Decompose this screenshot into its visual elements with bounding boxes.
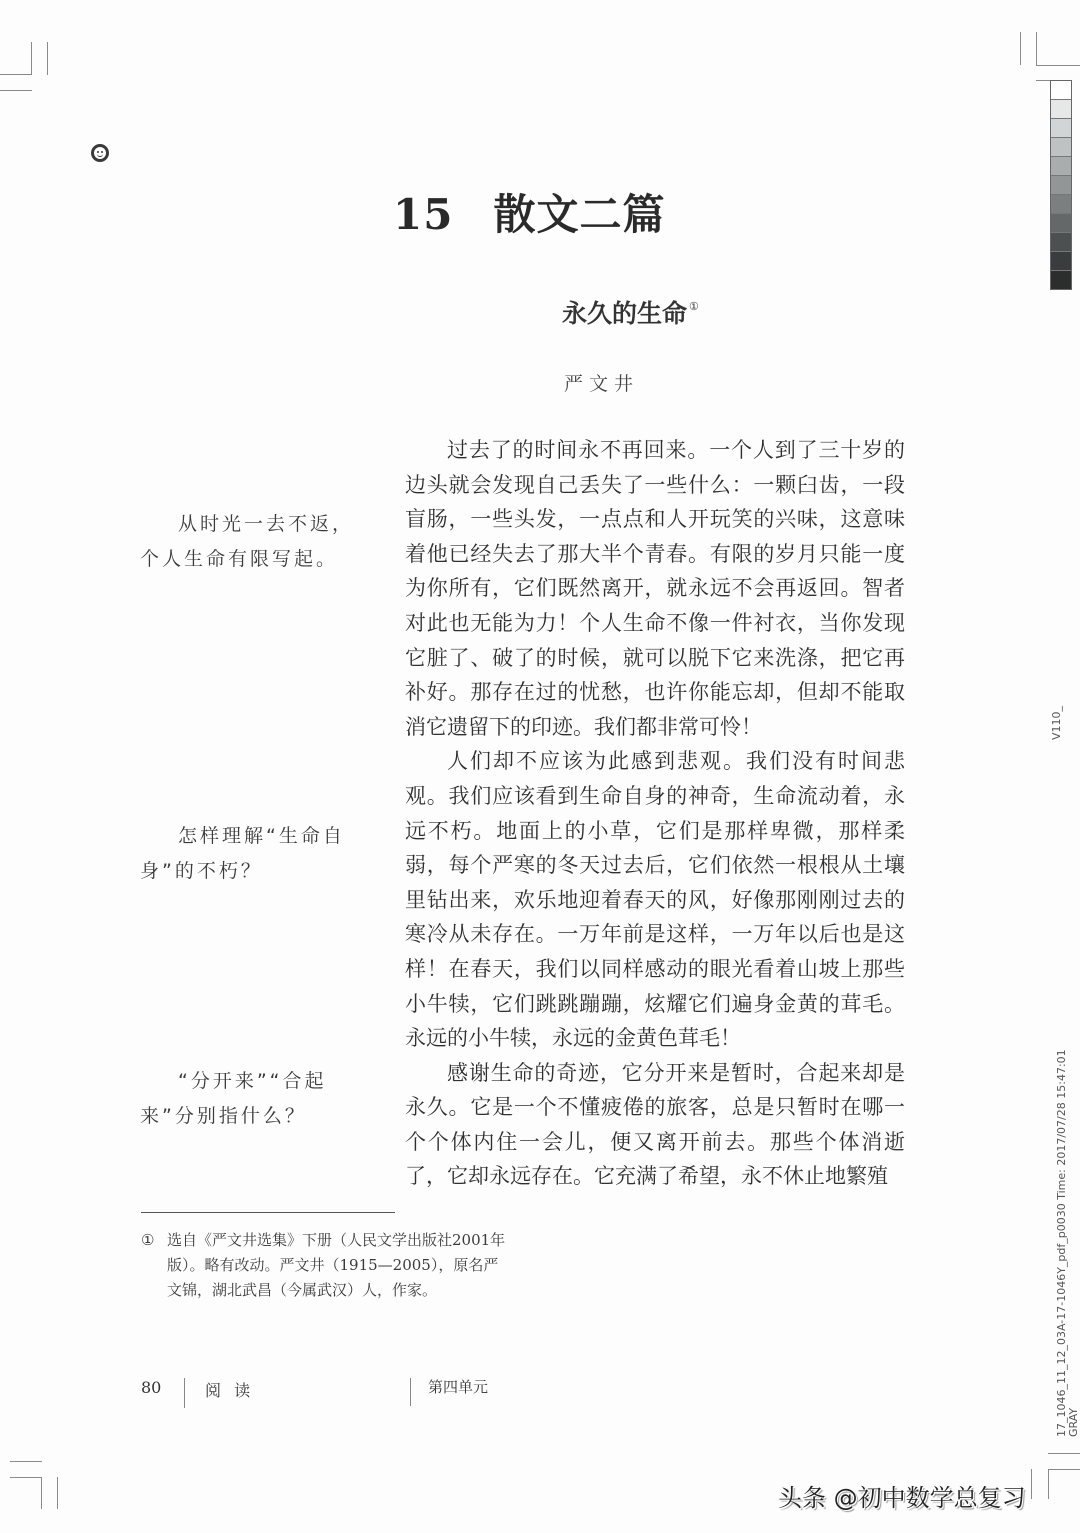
footer-divider (184, 1378, 185, 1408)
page-number: 80 (141, 1378, 162, 1397)
crop-mark-top-left-v2 (47, 42, 48, 75)
section-label: 阅 读 (205, 1381, 255, 1400)
gray-swatch (1051, 252, 1071, 271)
footer-divider (410, 1378, 411, 1406)
essay-title-text: 永久的生命 (562, 299, 688, 328)
crop-mark-bottom-left-h (10, 1461, 42, 1462)
gray-swatch (1051, 176, 1071, 195)
gray-swatch (1051, 119, 1071, 138)
crop-mark-top-left-h2 (0, 90, 32, 91)
paragraph: 人们却不应该为此感到悲观。我们没有时间悲观。我们应该看到生命自身的神奇，生命流动着，永远不朽。地面上的小草，它们是那样卑微，那样柔弱，每个严寒的冬天过去后，它们依然一根根从土壤里钻出来，欢乐地迎着春天的风，好像那刚刚过去的寒冷从未存在。一万年前是这样，一万年以后也是这样！在春天，我们以同样感动的眼光看着山坡上那些小牛犊，它们跳跳蹦蹦，炫耀它们遍身金黄的茸毛。永远的小牛犊，永远的金黄色茸毛！ (405, 749, 905, 1051)
crop-mark-top-right-v2 (1036, 32, 1037, 65)
crop-mark-bottom-left-v2 (57, 1477, 58, 1509)
gray-scale-strip (1050, 80, 1072, 290)
gray-swatch (1051, 233, 1071, 252)
crop-mark-top-left-h (0, 74, 32, 75)
footnote-text: 选自《严文井选集》下册（人民文学出版社2001年版）。略有改动。严文井（1915—2005），原名严文锦，湖北武昌（今属武汉）人，作家。 (167, 1231, 506, 1299)
crop-mark-bottom-right-v2 (1048, 1469, 1049, 1499)
gray-swatch (1051, 81, 1071, 100)
margin-note: “分开来”“合起来”分别指什么？ (140, 1070, 327, 1127)
crop-mark-top-right-h (1036, 65, 1080, 66)
gray-swatch (1051, 100, 1071, 119)
lesson-title-text: 散文二篇 (493, 190, 666, 239)
gray-swatch (1051, 195, 1071, 214)
footnote-divider (141, 1212, 395, 1213)
footnote (141, 1228, 511, 1303)
footnote-mark: ① (141, 1231, 155, 1249)
crop-mark-top-left-v (31, 42, 32, 75)
crop-mark-bottom-right-v (1031, 1469, 1032, 1499)
margin-note: 怎样理解“生命自身”的不朽？ (140, 825, 345, 882)
lesson-number: 15 (393, 190, 454, 239)
paragraph: 感谢生命的奇迹，它分开来是暂时，合起来却是永久。它是一个不懂疲倦的旅客，总是只暂时在哪一个个体内住一会儿，便又离开前去。那些个体消逝了，它却永远存在。它充满了希望，永不休止地繁殖 (405, 1060, 905, 1189)
crop-mark-bottom-left-h2 (10, 1477, 42, 1478)
gray-swatch (1051, 214, 1071, 233)
color-mode-label: GRAY (1067, 1407, 1080, 1437)
footnote-reference[interactable]: ① (689, 300, 699, 313)
unit-label: 第四单元 (428, 1378, 489, 1396)
crop-mark-bottom-right-h2 (1048, 1469, 1080, 1470)
essay-title (562, 294, 699, 330)
author-name: 严文井 (564, 373, 640, 395)
print-info: 17_1046_11_12_03A-17-1046Y_pdf_p0030 Time: 2017/07/28 15:47:01 (1055, 1049, 1068, 1437)
margin-note: 从时光一去不返，个人生命有限写起。 (140, 513, 355, 570)
essay-body (405, 433, 905, 1194)
gray-swatch (1051, 271, 1071, 289)
smiley-icon (91, 144, 109, 162)
gray-swatch (1051, 138, 1071, 157)
version-label: V110_ (1050, 705, 1063, 740)
lesson-title (393, 182, 665, 242)
crop-mark-bottom-right-h (1048, 1453, 1080, 1454)
gray-swatch (1051, 157, 1071, 176)
crop-mark-top-right-v (1020, 32, 1021, 65)
crop-mark-bottom-left-v (41, 1477, 42, 1509)
watermark: 头条 @初中数学总复习 (778, 1484, 1026, 1512)
paragraph: 过去了的时间永不再回来。一个人到了三十岁的边头就会发现自己丢失了一些什么：一颗臼齿，一段盲肠，一些头发，一点点和人开玩笑的兴味，这意味着他已经失去了那大半个青春。有限的岁月只能一度为你所有，它们既然离开，就永远不会再返回。智者对此也无能为力！个人生命不像一件衬衣，当你发现它脏了、破了的时候，就可以脱下它来洗涤，把它再补好。那存在过的忧愁，也许你能忘却，但却不能取消它遗留下的印迹。我们都非常可怜！ (405, 438, 905, 739)
